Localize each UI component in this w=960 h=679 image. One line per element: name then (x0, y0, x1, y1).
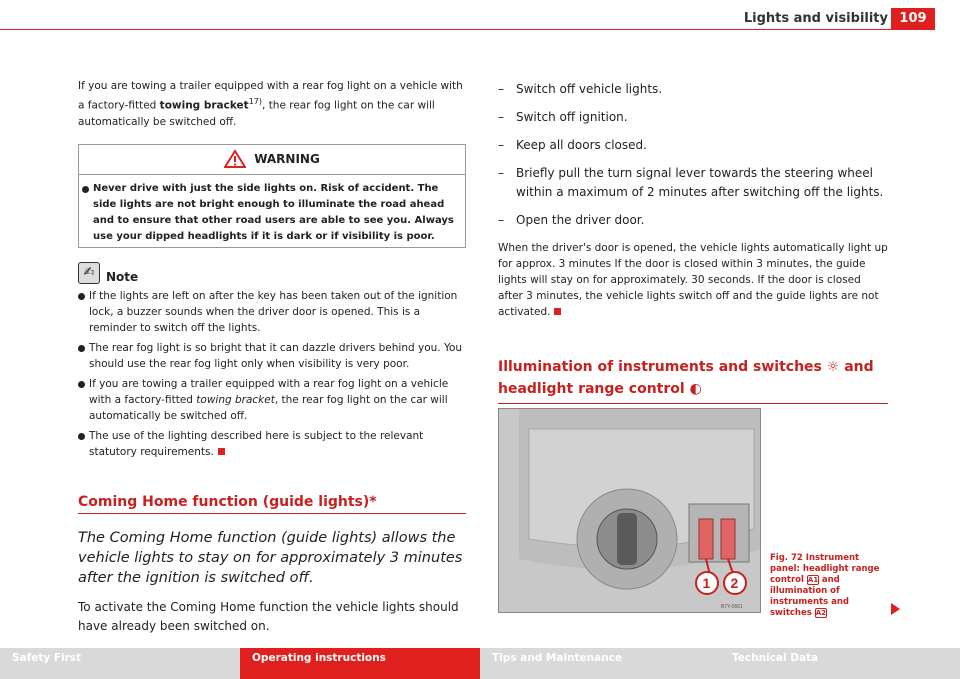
step-text: Switch off vehicle lights. (516, 82, 663, 96)
section-paragraph: To activate the Coming Home function the vehicle lights should have already been switched on. (78, 599, 459, 633)
left-column (78, 78, 466, 636)
step-text: Briefly pull the turn signal lever towards the steering wheel within a maximum of 2 minutes after switching off the lights. (516, 166, 884, 199)
section-end-marker-icon (554, 308, 561, 315)
instrument-panel-illustration (499, 409, 761, 613)
step-item (498, 164, 888, 202)
instrument-illumination-icon: ☼ (826, 359, 840, 375)
step-item (498, 108, 888, 127)
tab-tips-and-maintenance[interactable]: Tips and Maintenance (480, 648, 720, 679)
step-item (498, 211, 888, 230)
intro-text: If you are towing a trailer equipped with a rear fog light on a vehicle with a factory-fitted (78, 80, 463, 112)
warning-box (78, 144, 466, 248)
section-title-part: Illumination of instruments and switches (498, 359, 827, 375)
step-dash: – (498, 138, 504, 152)
figure-caption-text: and illumination of instruments and switches (770, 575, 849, 618)
section-lead: The Coming Home function (guide lights) allows the vehicle lights to stay on for approximately 3 minutes after the ignition is switched off. (78, 529, 463, 586)
note-item-text: If the lights are left on after the key has been taken out of the ignition lock, a buzzer sounds when the driver door is opened. This is a reminder to switch off the lights. (89, 289, 458, 334)
note-item-text-end: , the rear fog light on the car will automatically be switched off. (89, 393, 448, 422)
note-title: Note (106, 269, 139, 284)
step-text: Keep all doors closed. (516, 138, 647, 152)
note-item (78, 428, 466, 460)
bullet-icon (78, 293, 85, 300)
headlight-range-icon: ◐ (689, 381, 702, 397)
figure-ref-1: A1 (807, 576, 819, 584)
figure-caption (770, 553, 888, 619)
figure-caption-text: Fig. 72 Instrument panel: headlight range control (770, 553, 880, 585)
section-end-marker-icon (218, 448, 225, 455)
warning-triangle-icon (224, 150, 246, 168)
coming-home-paragraph (498, 240, 888, 320)
step-dash: – (498, 166, 504, 180)
footnote-ref[interactable]: 17) (248, 97, 263, 106)
note-italic-term: towing bracket (196, 393, 275, 406)
note-item (78, 288, 466, 336)
section-title-coming-home: Coming Home function (guide lights)* (78, 494, 466, 514)
figure-code: B7Y-0661 (721, 604, 743, 610)
tab-technical-data[interactable]: Technical Data (720, 648, 960, 679)
note-item-text: The rear fog light is so bright that it can dazzle drivers behind you. You should use the rear fog light only when visibility is very poor. (89, 341, 463, 370)
step-dash: – (498, 82, 504, 96)
step-item (498, 136, 888, 155)
note-item (78, 340, 466, 372)
bullet-icon (78, 345, 85, 352)
note-header (78, 262, 466, 284)
header-rule (0, 29, 935, 30)
page-number: 109 (891, 8, 935, 30)
step-dash: – (498, 110, 504, 124)
next-page-arrow-icon[interactable] (891, 603, 900, 615)
step-text: Switch off ignition. (516, 110, 628, 124)
warning-header (79, 145, 465, 175)
tab-operating-instructions[interactable]: Operating instructions (240, 648, 480, 679)
warning-text: Never drive with just the side lights on. Risk of accident. The side lights are not bright enough to illuminate the road ahead and to ensure that other road users are able to see you. Always use your dipped headlights if it is dark or if visibility is poor. (93, 182, 454, 242)
step-item (498, 80, 888, 99)
footer-tabs (0, 648, 960, 679)
section-title-part: and headlight range control (498, 359, 874, 397)
figure-callout-2: 2 (730, 575, 739, 591)
chapter-title: Lights and visibility (743, 11, 888, 26)
step-dash: – (498, 213, 504, 227)
figure-callout-1: 1 (702, 575, 711, 591)
note-item-text-start: The use of the lighting described here is subject to the relevant statutory requirements. (89, 429, 424, 458)
intro-bold-term: towing bracket (159, 99, 249, 112)
steps-list (498, 80, 888, 230)
warning-title: WARNING (254, 152, 320, 166)
coming-home-text: When the driver's door is opened, the vehicle lights automatically light up for approx. 3 minutes If the door is closed within 3 minutes, the guide lights will stay on for approximately. 30 seconds. If the door is closed after 3 minutes, the vehicle lights switch off and the guide lights are not activated. (498, 242, 888, 318)
step-text: Open the driver door. (516, 213, 645, 227)
note-item-text (89, 376, 466, 424)
note-hand-icon: ✍ (78, 262, 100, 284)
note-item-text (89, 428, 466, 460)
intro-paragraph (78, 78, 466, 130)
bullet-icon (78, 381, 85, 388)
right-column (498, 78, 888, 404)
bullet-icon (78, 433, 85, 440)
page-header (0, 8, 960, 30)
bullet-icon (82, 186, 89, 193)
tab-safety-first[interactable]: Safety First (0, 648, 240, 679)
warning-item (79, 175, 465, 247)
intro-text-end: , the rear fog light on the car will automatically be switched off. (78, 99, 435, 128)
section-title-illumination (498, 356, 888, 404)
instrument-panel-figure (498, 408, 761, 613)
note-item-text-start: If you are towing a trailer equipped with a rear fog light on a vehicle with a factory-fitted (89, 377, 449, 406)
note-item (78, 376, 466, 424)
figure-ref-2: A2 (815, 609, 827, 617)
